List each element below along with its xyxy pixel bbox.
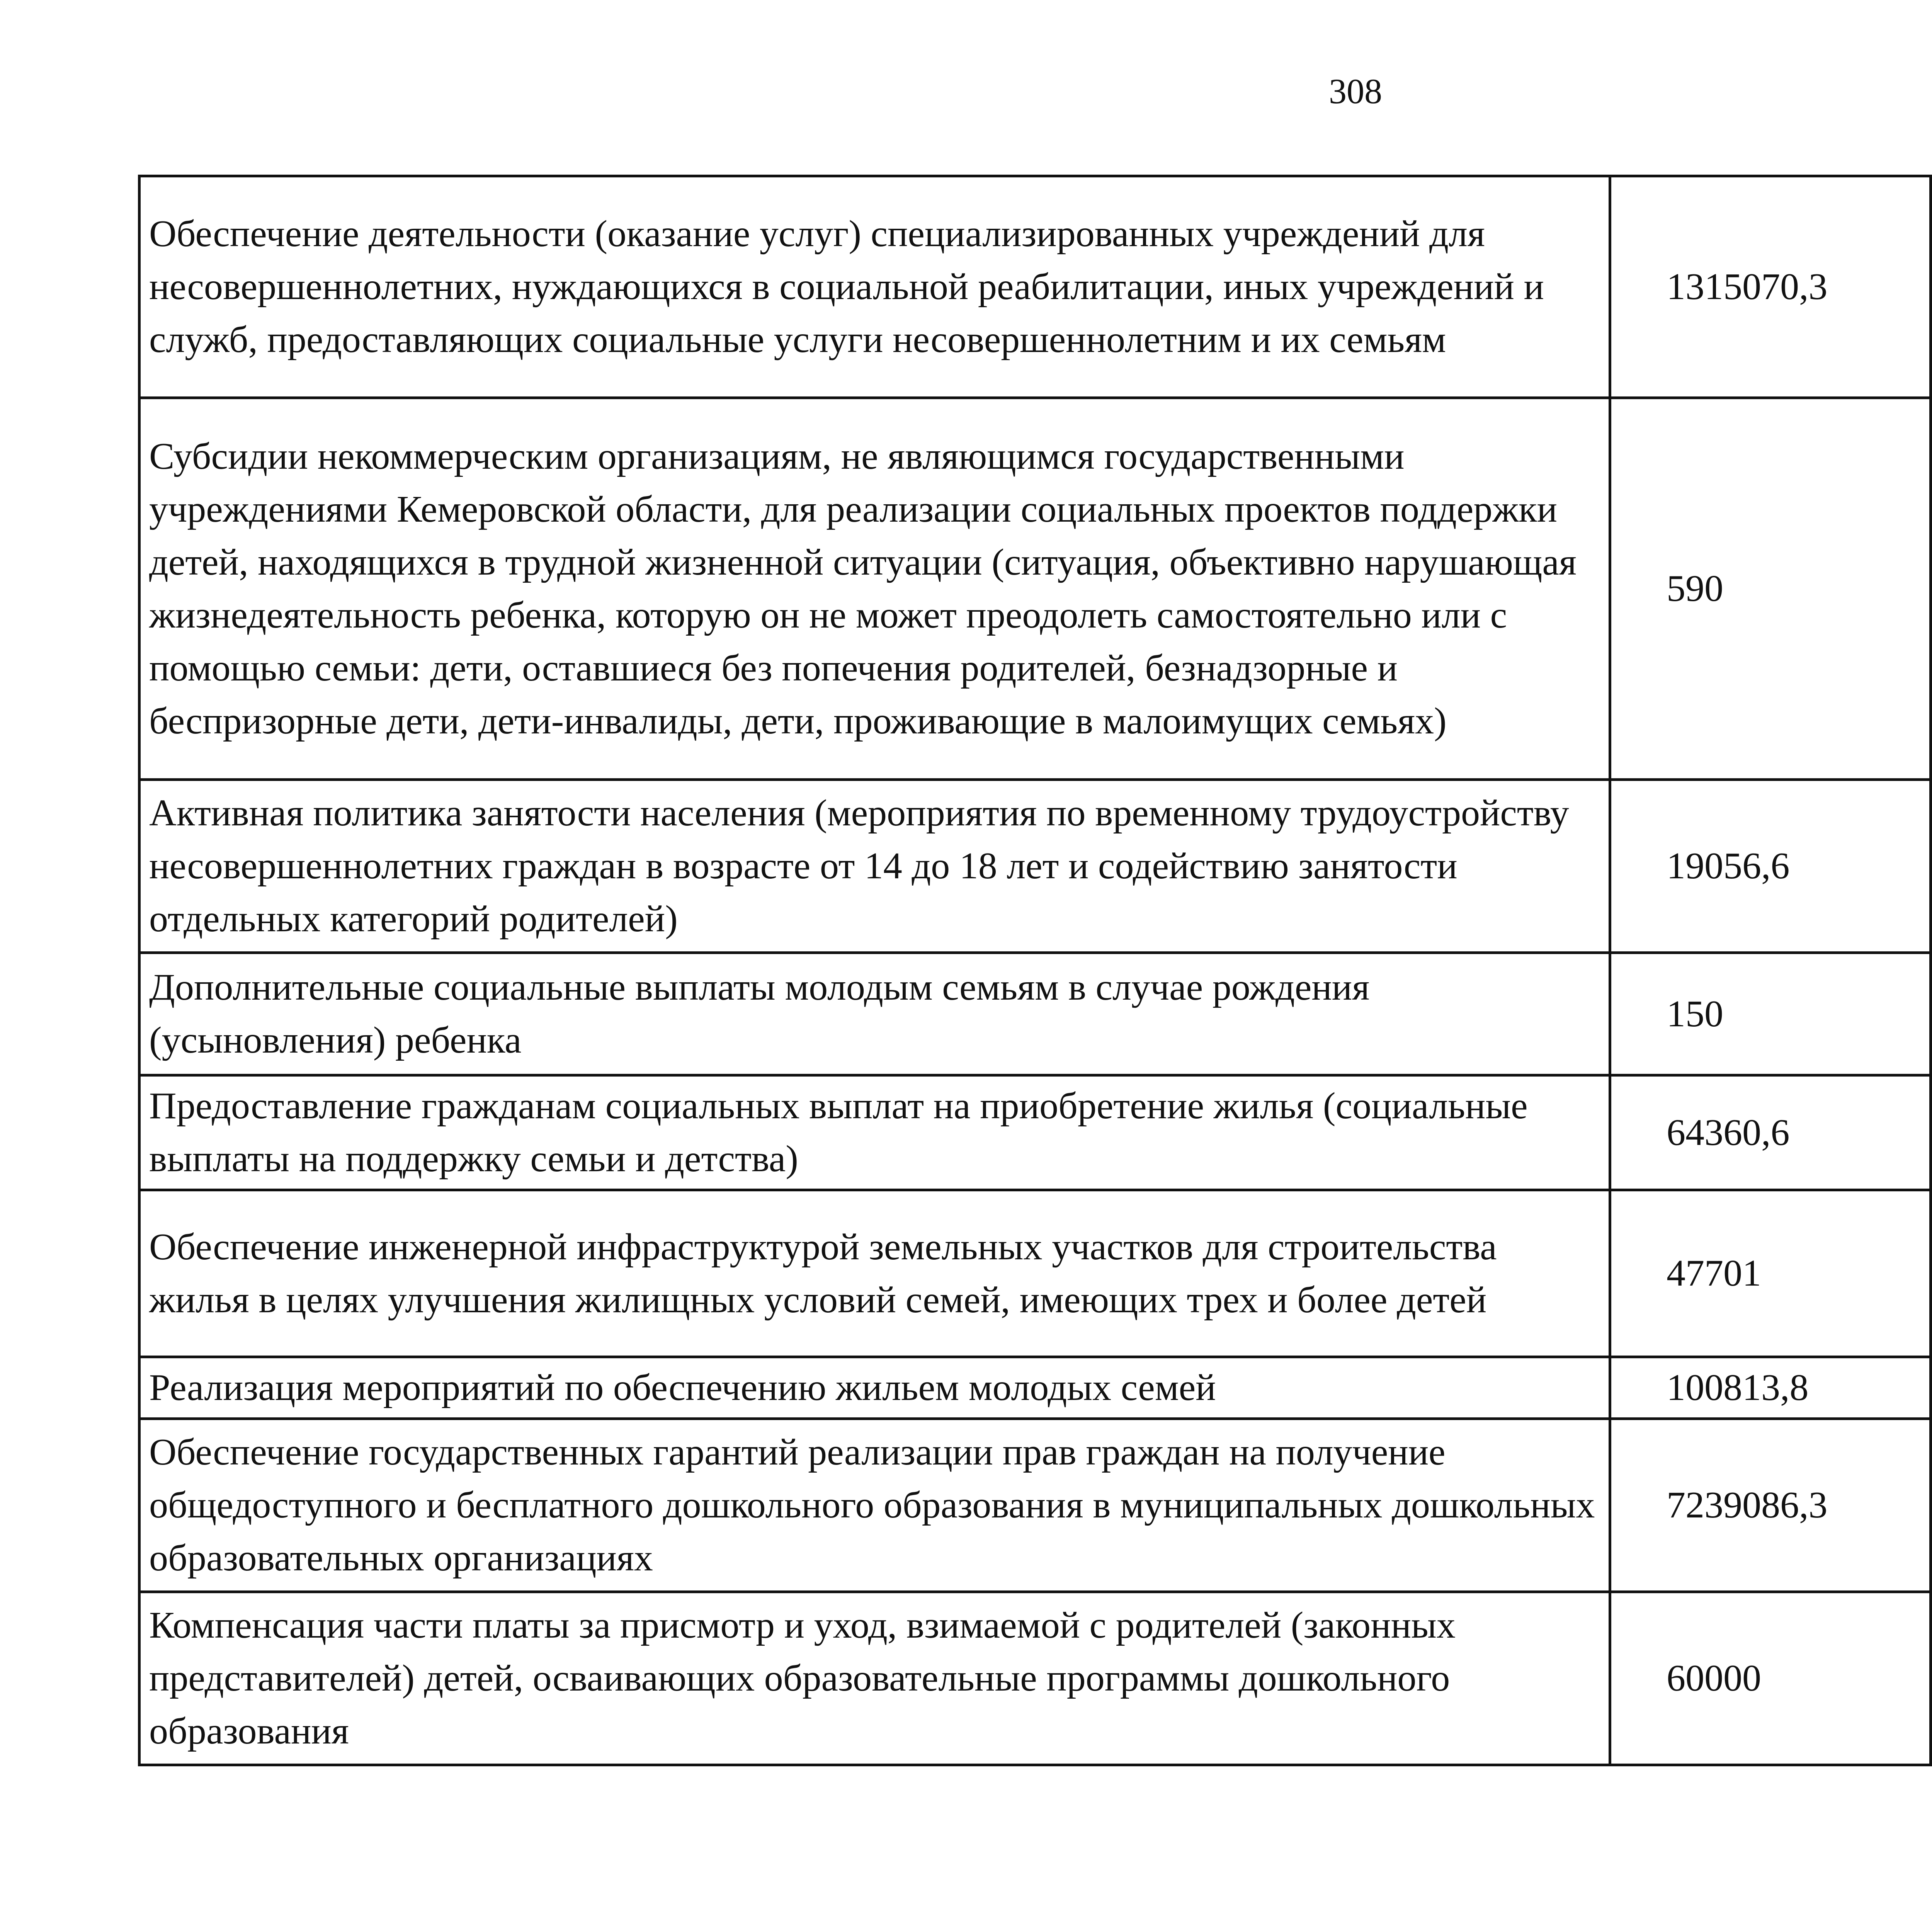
row-description: Дополнительные социальные выплаты молодым семьям в случае рождения (усыновления) ребенка	[139, 953, 1610, 1075]
value-cell: 7239086,3	[1610, 1419, 1931, 1592]
value-cell	[1931, 1592, 1932, 1765]
value-cell	[1931, 780, 1932, 953]
row-description: Предоставление гражданам социальных выплат на приобретение жилья (социальные выплаты на поддержку семьи и детства)	[139, 1075, 1610, 1190]
table-row	[139, 780, 1932, 953]
table-row	[139, 1357, 1932, 1419]
table-row	[139, 176, 1932, 398]
value-cell: 590	[1610, 398, 1931, 780]
value-cell: 150	[1610, 953, 1931, 1075]
value-cell: 60000	[1610, 1592, 1931, 1765]
row-description: Реализация мероприятий по обеспечению жильем молодых семей	[139, 1357, 1610, 1419]
row-description: Активная политика занятости населения (мероприятия по временному трудоустройству несовершеннолетних граждан в возрасте от 14 до 18 лет и содействию занятости отдельных категорий родителей)	[139, 780, 1610, 953]
page-number: 308	[1329, 71, 1382, 111]
table-row	[139, 1075, 1932, 1190]
value-cell: 1315070,3	[1610, 176, 1931, 398]
value-cell	[1931, 1357, 1932, 1419]
table-row	[139, 1419, 1932, 1592]
value-cell	[1931, 953, 1932, 1075]
table-row	[139, 1592, 1932, 1765]
table-row	[139, 953, 1932, 1075]
value-cell: 64360,6	[1610, 1075, 1931, 1190]
value-cell	[1931, 1419, 1932, 1592]
row-description: Компенсация части платы за присмотр и уход, взимаемой с родителей (законных представителей) детей, осваивающих образовательные программы дошкольного образования	[139, 1592, 1610, 1765]
value-cell	[1931, 398, 1932, 780]
row-description: Обеспечение инженерной инфраструктурой земельных участков для строительства жилья в целях улучшения жилищных условий семей, имеющих трех и более детей	[139, 1190, 1610, 1357]
value-cell	[1931, 1075, 1932, 1190]
row-description: Субсидии некоммерческим организациям, не являющимся государственными учреждениями Кемеровской области, для реализации социальных проектов поддержки детей, находящихся в трудной жизненной ситуации (ситуация, объективно нарушающая жизнедеятельность ребенка, которую он не может преодолеть самостоятельно или с помощью семьи: дети, оставшиеся без попечения родителей, безнадзорные и беспризорные дети, дети-инвалиды, дети, проживающие в малоимущих семьях)	[139, 398, 1610, 780]
row-description: Обеспечение деятельности (оказание услуг) специализированных учреждений для несовершеннолетних, нуждающихся в социальной реабилитации, иных учреждений и служб, предоставляющих социальные услуги несовершеннолетним и их семьям	[139, 176, 1610, 398]
row-description: Обеспечение государственных гарантий реализации прав граждан на получение общедоступного и бесплатного дошкольного образования в муниципальных дошкольных образовательных организациях	[139, 1419, 1610, 1592]
value-cell: 100813,8	[1610, 1357, 1931, 1419]
value-cell: 19056,6	[1610, 780, 1931, 953]
value-cell	[1931, 176, 1932, 398]
value-cell: 47701	[1610, 1190, 1931, 1357]
budget-table	[138, 175, 1932, 1766]
table-row	[139, 398, 1932, 780]
value-cell	[1931, 1190, 1932, 1357]
table-row	[139, 1190, 1932, 1357]
